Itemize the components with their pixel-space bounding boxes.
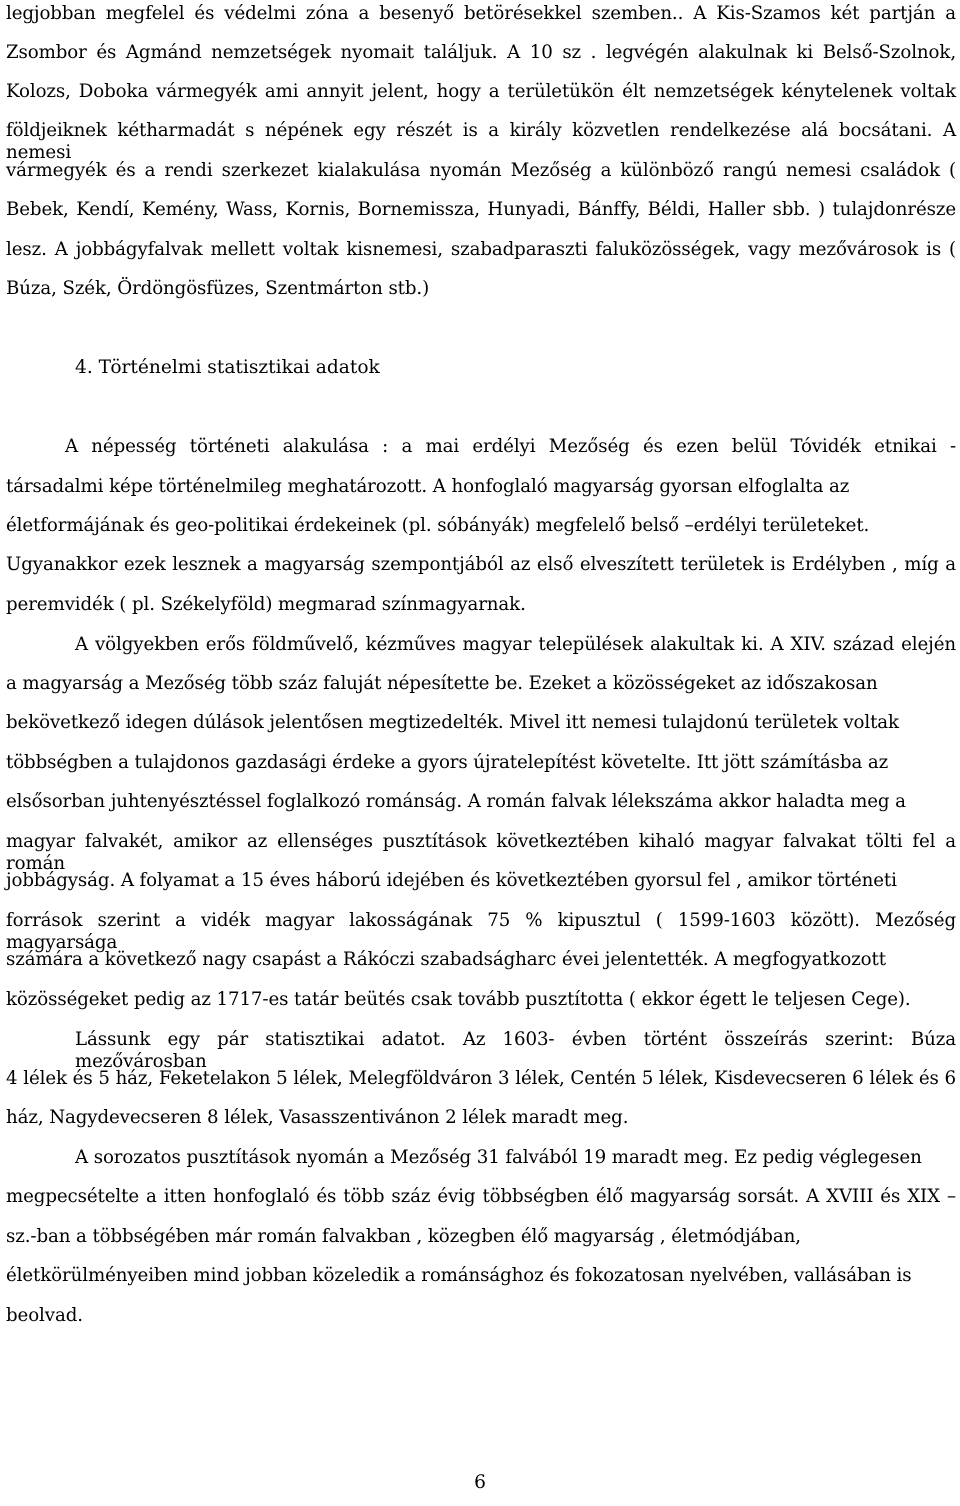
text-line: források szerint a vidék magyar lakosságának 75 % kipusztul ( 1599-1603 között). Mezőség magyarsága: [6, 910, 956, 953]
text-line: földjeiknek kétharmadát s népének egy részét is a király közvetlen rendelkezése alá bocsátani. A nemesi: [6, 120, 956, 163]
text-line: A népesség történeti alakulása : a mai erdélyi Mezőség és ezen belül Tóvidék etnikai -: [65, 436, 956, 457]
text-line: Lássunk egy pár statisztikai adatot. Az 1603- évben történt összeírás szerint: Búza mezővárosban: [75, 1029, 956, 1072]
text-line: társadalmi képe történelmileg meghatározott. A honfoglaló magyarság gyorsan elfoglalta az: [6, 476, 850, 497]
text-line: 4 lélek és 5 ház, Feketelakon 5 lélek, Melegföldváron 3 lélek, Centén 5 lélek, Kisdevecseren 6 lélek és 6: [6, 1068, 956, 1089]
page-number: 6: [474, 1472, 486, 1493]
text-line: vármegyék és a rendi szerkezet kialakulása nyomán Mezőség a különböző rangú nemesi családok (: [6, 160, 956, 181]
text-line: elsősorban juhtenyésztéssel foglalkozó románság. A román falvak lélekszáma akkor haladta meg a: [6, 791, 906, 812]
text-line: A völgyekben erős földművelő, kézműves magyar települések alakultak ki. A XIV. század elején: [75, 634, 956, 655]
text-line: Kolozs, Doboka vármegyék ami annyit jelent, hogy a területükön élt nemzetségek kénytelenek voltak: [6, 81, 956, 102]
text-line: peremvidék ( pl. Székelyföld) megmarad színmagyarnak.: [6, 594, 526, 615]
section-heading: 4. Történelmi statisztikai adatok: [75, 357, 380, 378]
text-line: sz.-ban a többségében már román falvakban , közegben élő magyarság , életmódjában,: [6, 1226, 801, 1247]
text-line: megpecsételte a itten honfoglaló és több száz évig többségben élő magyarság sorsát. A XVIII és XIX –: [6, 1186, 956, 1207]
text-line: lesz. A jobbágyfalvak mellett voltak kisnemesi, szabadparaszti faluközösségek, vagy mezővárosok is (: [6, 239, 956, 260]
text-line: jobbágyság. A folyamat a 15 éves háború idejében és következtében gyorsul fel , amikor történeti: [6, 870, 897, 891]
text-line: Ugyanakkor ezek lesznek a magyarság szempontjából az első elveszített területek is Erdélyben , míg a: [6, 554, 956, 575]
text-line: számára a következő nagy csapást a Rákóczi szabadságharc évei jelentették. A megfogyatkozott: [6, 949, 886, 970]
text-line: életkörülményeiben mind jobban közeledik a románsághoz és fokozatosan nyelvében, vallásában is: [6, 1265, 912, 1286]
text-line: Bebek, Kendí, Kemény, Wass, Kornis, Bornemissza, Hunyadi, Bánffy, Béldi, Haller sbb. ) tulajdonrésze: [6, 199, 956, 220]
text-line: ház, Nagydevecseren 8 lélek, Vasasszentivánon 2 lélek maradt meg.: [6, 1107, 629, 1128]
text-line: életformájának és geo-politikai érdekeinek (pl. sóbányák) megfelelő belső –erdélyi területeket.: [6, 515, 870, 536]
text-line: A sorozatos pusztítások nyomán a Mezőség 31 falvából 19 maradt meg. Ez pedig véglegesen: [75, 1147, 922, 1168]
text-line: Zsombor és Agmánd nemzetségek nyomait találjuk. A 10 sz . legvégén alakulnak ki Belső-Szolnok,: [6, 42, 956, 63]
text-line: legjobban megfelel és védelmi zóna a besenyő betörésekkel szemben.. A Kis-Szamos két partján a: [6, 3, 956, 24]
text-line: magyar falvakét, amikor az ellenséges pusztítások következtében kihaló magyar falvakat tölti fel a román: [6, 831, 956, 874]
text-line: bekövetkező idegen dúlások jelentősen megtizedelték. Mivel itt nemesi tulajdonú területek voltak: [6, 712, 899, 733]
text-line: Búza, Szék, Ördöngösfüzes, Szentmárton stb.): [6, 278, 430, 299]
text-line: közösségeket pedig az 1717-es tatár beütés csak tovább pusztította ( ekkor égett le teljesen Cege).: [6, 989, 911, 1010]
text-line: a magyarság a Mezőség több száz faluját népesítette be. Ezeket a közösségeket az időszakosan: [6, 673, 878, 694]
text-line: többségben a tulajdonos gazdasági érdeke a gyors újratelepítést követelte. Itt jött számításba az: [6, 752, 889, 773]
text-line: beolvad.: [6, 1305, 83, 1326]
